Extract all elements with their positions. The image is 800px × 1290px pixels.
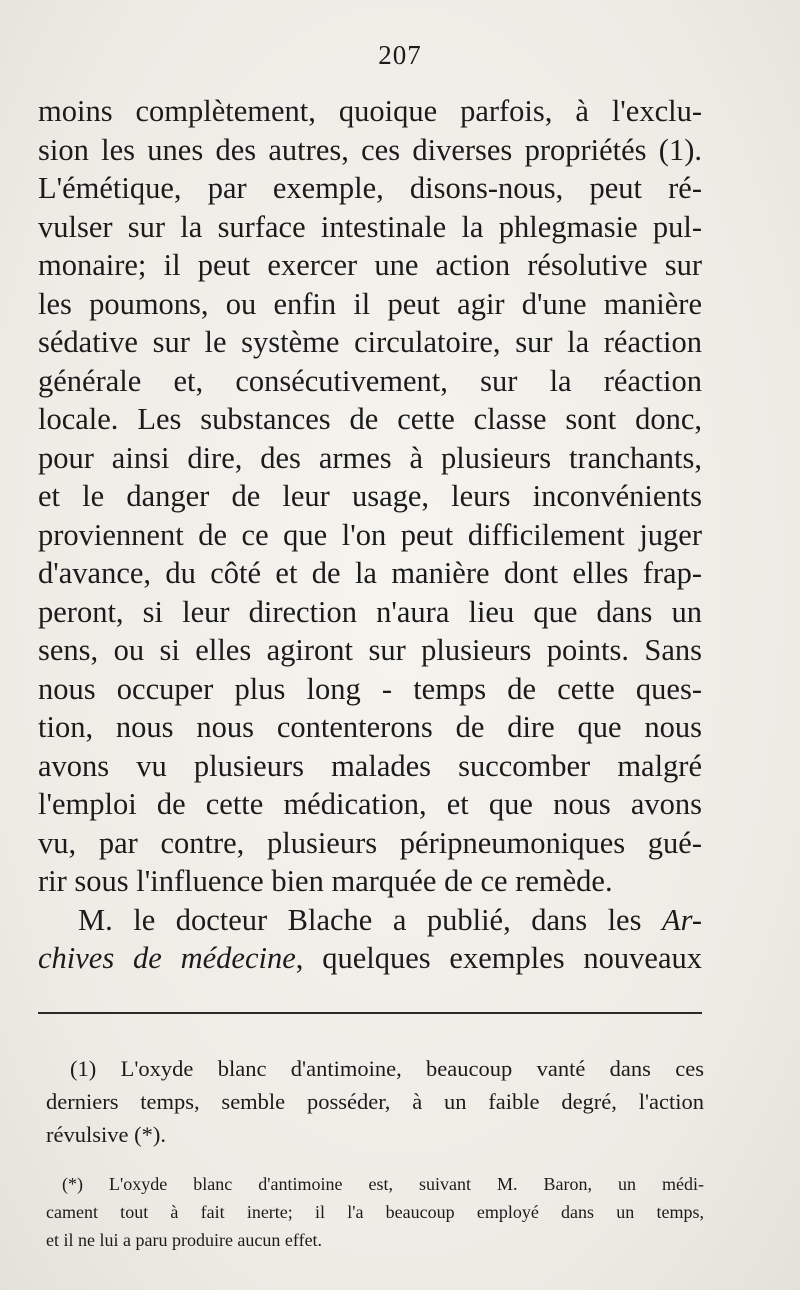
- text-line: vulser sur la surface intestinale la phlegmasie pul-: [38, 209, 702, 244]
- footnote: [46, 1052, 704, 1151]
- text-line: nous occuper plus long - temps de cette ques-: [38, 671, 702, 706]
- text-line: vu, par contre, plusieurs péripneumoniques gué-: [38, 825, 702, 860]
- footnote-line: (1) L'oxyde blanc d'antimoine, beaucoup vanté dans ces: [70, 1056, 704, 1081]
- text-line: moins complètement, quoique parfois, à l'exclu-: [38, 94, 702, 128]
- text-line: pour ainsi dire, des armes à plusieurs tranchants,: [38, 440, 702, 475]
- main-text: [38, 92, 702, 978]
- footnote-rule: [38, 1012, 702, 1014]
- footnote-line: révulsive (*).: [46, 1122, 166, 1147]
- footnote-line: derniers temps, semble posséder, à un faible degré, l'action: [46, 1089, 704, 1114]
- text-line: proviennent de ce que l'on peut difficilement juger: [38, 517, 702, 552]
- text-line: les poumons, ou enfin il peut agir d'une manière: [38, 286, 702, 321]
- text-line: avons vu plusieurs malades succomber malgré: [38, 748, 702, 783]
- text-run: , quelques exemples nouveaux: [295, 941, 702, 975]
- text-line: l'emploi de cette médication, et que nous avons: [38, 787, 702, 821]
- text-run: M. le docteur Blache a publié, dans les: [78, 902, 662, 937]
- text-line: L'émétique, par exemple, disons-nous, peut ré-: [38, 171, 702, 205]
- italic-run: Ar-: [661, 902, 702, 937]
- text-line: sédative sur le système circulatoire, sur la réaction: [38, 325, 702, 359]
- text-line: sens, ou si elles agiront sur plusieurs points. Sans: [38, 633, 702, 667]
- text-line: sion les unes des autres, ces diverses propriétés (1).: [38, 132, 702, 167]
- text-line: tion, nous nous contenterons de dire que nous: [38, 710, 702, 744]
- italic-run: chives de médecine: [38, 941, 296, 975]
- text-line: rir sous l'influence bien marquée de ce remède.: [38, 864, 613, 898]
- text-line: et le danger de leur usage, leurs inconvénients: [38, 479, 702, 513]
- subnote-line: et il ne lui a paru produire aucun effet.: [46, 1230, 323, 1250]
- text-line: peront, si leur direction n'aura lieu que dans un: [38, 594, 702, 629]
- subnote-line: cament tout à fait inerte; il l'a beaucoup employé dans un temps,: [46, 1202, 704, 1222]
- text-line: locale. Les substances de cette classe sont donc,: [38, 402, 702, 436]
- sub-footnote: [46, 1170, 704, 1254]
- text-line: générale et, consécutivement, sur la réaction: [38, 363, 702, 398]
- paragraph-start-line: [38, 901, 702, 940]
- text-line: [38, 939, 702, 978]
- text-line: monaire; il peut exercer une action résolutive sur: [38, 248, 702, 282]
- page-number: 207: [378, 40, 422, 70]
- text-line: d'avance, du côté et de la manière dont elles frap-: [38, 556, 702, 590]
- subnote-line: (*) L'oxyde blanc d'antimoine est, suivant M. Baron, un médi-: [62, 1174, 704, 1194]
